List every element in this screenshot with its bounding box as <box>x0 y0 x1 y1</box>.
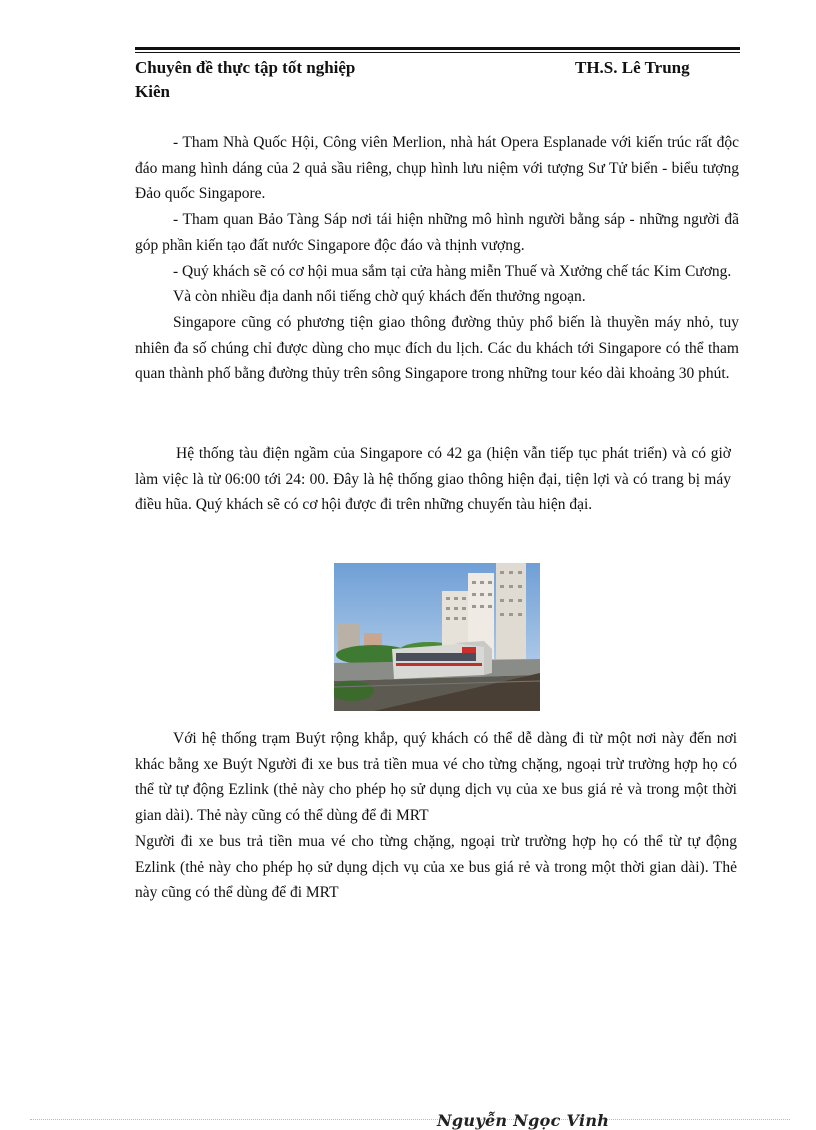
header-rule-thin <box>135 52 740 53</box>
body-section-mrt <box>135 441 731 518</box>
footer-rule <box>30 1119 790 1121</box>
mrt-train-photo <box>334 563 540 711</box>
paragraph: Singapore cũng có phương tiện giao thông đường thủy phổ biến là thuyền máy nhỏ, tuy nhiên đa số chúng chỉ được dùng cho mục đích du lịch. Các du khách tới Singapore có thể tham quan thành phố bằng đường thủy trên sông Singapore trong những tour kéo dài khoảng 30 phút. <box>135 313 739 383</box>
paragraph: - Tham Nhà Quốc Hội, Công viên Merlion, nhà hát Opera Esplanade với kiến trúc rất độc đáo mang hình dáng của 2 quả sầu riêng, chụp hình lưu niệm với tượng Sư Tử biển - biểu tượng Đảo quốc Singapore. <box>135 134 739 203</box>
paragraph: - Quý khách sẽ có cơ hội mua sắm tại cửa hàng miễn Thuế và Xưởng chế tác Kim Cương. <box>173 262 732 280</box>
paragraph: Và còn nhiều địa danh nổi tiếng chờ quý khách đến thưởng ngoạn. <box>173 288 586 306</box>
paragraph: - Tham quan Bảo Tàng Sáp nơi tái hiện những mô hình người bằng sáp - những người đã góp phần kiến tạo đất nước Singapore độc đáo và thịnh vượng. <box>135 211 739 254</box>
paragraph: Hệ thống tàu điện ngầm của Singapore có 42 ga (hiện vẫn tiếp tục phát triển) và có giờ làm việc là từ 06:00 tới 24: 00. Đây là hệ thống giao thông hiện đại, tiện lợi và có trang bị máy điều hũa. Quý khách sẽ có cơ hội được đi trên những chuyến tàu hiện đại. <box>135 445 731 514</box>
header-title: Chuyên đề thực tập tốt nghiệp <box>135 58 356 77</box>
paragraph: Với hệ thống trạm Buýt rộng khắp, quý khách có thể dễ dàng đi từ một nơi này đến nơi khác bằng xe Buýt Người đi xe bus trả tiền mua vé cho từng chặng, ngoại trừ trường hợp họ có thể từ tự động Ezlink (thẻ này cho phép họ sử dụng dịch vụ của xe bus giá rẻ và trong một thời gian dài). Thẻ này cũng có thể dùng để đi MRT <box>135 730 737 825</box>
body-section-bus <box>135 726 737 906</box>
body-section-attractions <box>135 130 739 387</box>
paragraph: Người đi xe bus trả tiền mua vé cho từng chặng, ngoại trừ trường hợp họ có thể từ tự động Ezlink (thẻ này cho phép họ sử dụng dịch vụ của xe bus giá rẻ và trong một thời gian dài). Thẻ này cũng có thể dùng để đi MRT <box>135 832 737 902</box>
header-author: TH.S. Lê Trung <box>575 58 690 77</box>
footer-signature: Nguyễn Ngọc Vinh <box>437 1111 610 1130</box>
header-author-continued: Kiên <box>135 82 170 101</box>
header-rule <box>135 47 740 50</box>
